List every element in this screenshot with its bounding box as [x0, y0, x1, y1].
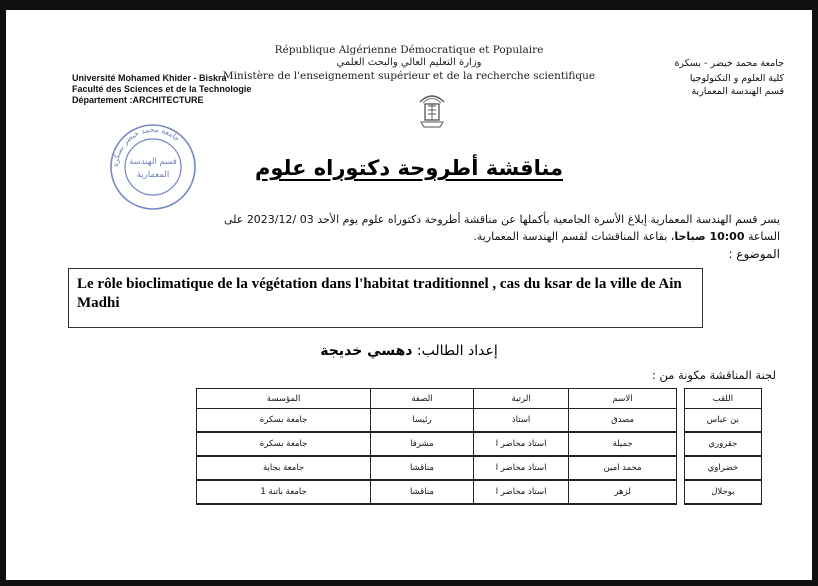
university-logo: [416, 88, 448, 128]
cell-gap: [676, 432, 684, 456]
jury-header-row: [197, 389, 762, 409]
table-row: [197, 432, 762, 456]
ministry-arabic: وزارة التعليم العالي والبحث العلمي: [336, 57, 482, 68]
col-header-name: الاسم: [569, 389, 676, 409]
col-header-surname: اللقب: [684, 389, 761, 409]
stamp-outer-text: جامعة محمد خيضر بسكرة: [110, 124, 182, 168]
cell-role: مشرفا: [371, 432, 474, 456]
cell-rank: استاذ: [473, 409, 569, 433]
stamp-inner-top: قسم الهندسة: [129, 157, 177, 167]
cell-institution: جامعة بجاية: [197, 456, 371, 480]
cell-gap: [676, 480, 684, 504]
document-title: مناقشة أطروحة دكتوراه علوم: [254, 156, 564, 180]
cell-institution: جامعة بسكرة: [197, 432, 371, 456]
subject-label: الموضوع :: [728, 247, 780, 261]
table-row: [197, 456, 762, 480]
cell-gap: [676, 456, 684, 480]
cell-name: جميلة: [569, 432, 676, 456]
cell-surname: جقروري: [684, 432, 761, 456]
announcement-line-2: [473, 230, 780, 243]
ministry-french: Ministère de l'enseignement supérieur et de la recherche scientifique: [222, 70, 596, 82]
cell-rank: استاذ محاضر ا: [473, 432, 569, 456]
cell-rank: استاذ محاضر ا: [473, 480, 569, 504]
cell-institution: جامعة بسكرة: [197, 409, 371, 433]
col-header-institution: المؤسسة: [197, 389, 371, 409]
col-gap: [676, 389, 684, 409]
col-header-role: الصفة: [371, 389, 474, 409]
student-line: [6, 343, 812, 359]
faculty-fr: Faculté des Sciences et de la Technologie: [72, 84, 252, 94]
cell-surname: بن عباس: [684, 409, 761, 433]
department-fr: Département :ARCHITECTURE: [72, 95, 204, 105]
table-row: [197, 480, 762, 504]
jury-label: لجنة المناقشة مكونة من :: [651, 368, 776, 382]
cell-role: مناقشا: [371, 480, 474, 504]
jury-table: [196, 388, 762, 505]
cell-institution: جامعة باتنة 1: [197, 480, 371, 504]
student-name: دهسي خديجة: [320, 343, 413, 359]
subject-box: [68, 268, 703, 328]
announcement-line-1: يسر قسم الهندسة المعمارية إبلاغ الأسرة الجامعية بأكملها عن مناقشة أطروحة دكتوراه علوم يوم الأحد 03 /2023/12 على: [223, 213, 780, 226]
announcement-time-prefix: الساعة: [744, 230, 780, 243]
cell-surname: خضراوي: [684, 456, 761, 480]
cell-name: لزهر: [569, 480, 676, 504]
university-ar: جامعة محمد خيضر - بسكرة: [674, 58, 784, 69]
thesis-subject: Le rôle bioclimatique de la végétation dans l'habitat traditionnel , cas du ksar de la ville de Ain Madhi: [77, 276, 682, 311]
table-row: [197, 409, 762, 433]
announcement-time: 10:00 صباحا: [674, 230, 745, 243]
document-page: [6, 10, 812, 580]
col-header-rank: الرتبة: [473, 389, 569, 409]
republic-line: République Algérienne Démocratique et Populaire: [274, 44, 544, 56]
cell-name: مصدق: [569, 409, 676, 433]
department-ar: قسم الهندسة المعمارية: [691, 86, 784, 97]
stamp-inner-bottom: المعمارية: [136, 170, 170, 180]
cell-gap: [676, 409, 684, 433]
student-label: إعداد الطالب:: [412, 343, 498, 359]
cell-surname: بوجلال: [684, 480, 761, 504]
university-fr: Université Mohamed Khider - Biskra: [72, 73, 227, 83]
cell-role: رئيسا: [371, 409, 474, 433]
faculty-ar: كلية العلوم و التكنولوجيا: [689, 73, 784, 84]
cell-rank: استاذ محاضر ا: [473, 456, 569, 480]
cell-role: مناقشا: [371, 456, 474, 480]
announcement-place: ، بقاعة المناقشات لقسم الهندسة المعمارية.: [473, 230, 675, 243]
cell-name: محمد امين: [569, 456, 676, 480]
